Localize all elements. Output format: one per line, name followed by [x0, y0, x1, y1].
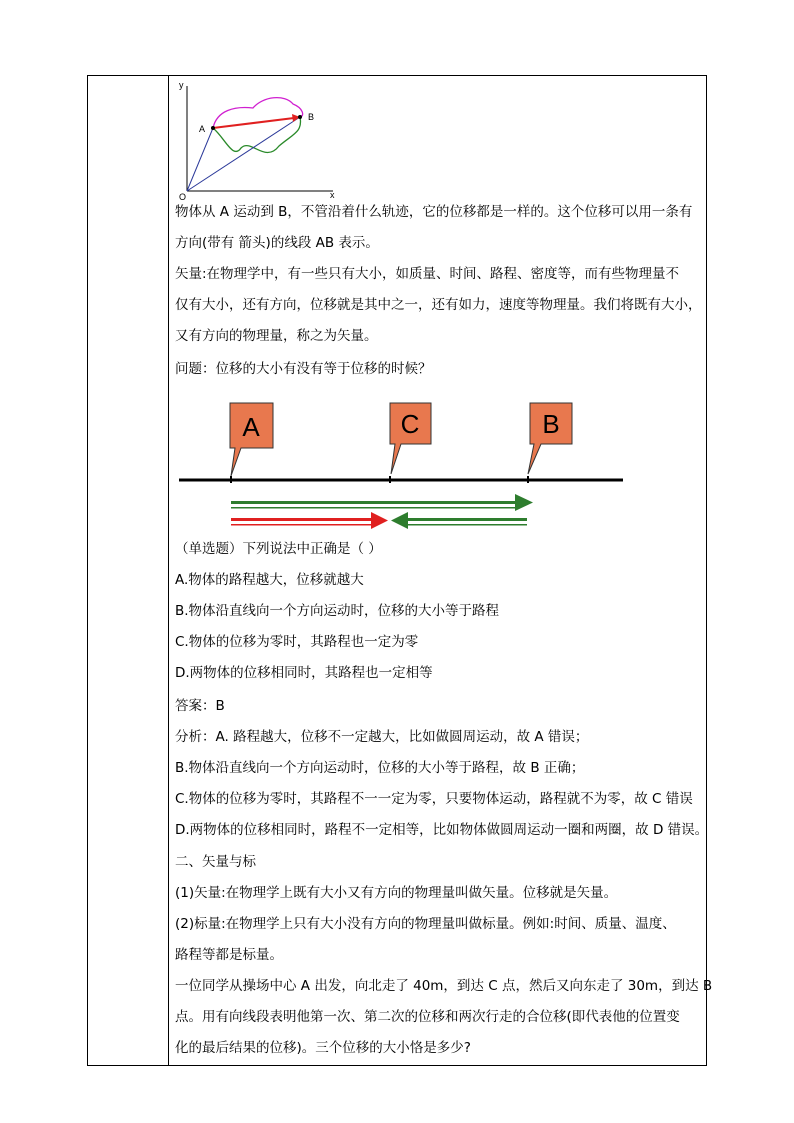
displacement-arrow-red-head [371, 512, 388, 529]
path-arrow-green-upper [231, 501, 519, 504]
displacement-arrow-red-shadow [231, 524, 371, 526]
x-axis-label: x [330, 190, 335, 200]
path-vs-displacement-diagram [175, 396, 635, 531]
analysis-line: D.两物体的位移相同时，路程不一定相等，比如物体做圆周运动一圈和两圈，故 D 错误。 [175, 822, 709, 838]
return-arrow-green [407, 518, 527, 521]
question-prompt: 问题：位移的大小有没有等于位移的时候？ [175, 361, 432, 377]
callout-a-label: A [242, 412, 260, 442]
return-arrow-green-head [391, 512, 408, 529]
origin-label: O [179, 192, 187, 201]
displacement-arrow-red [231, 518, 371, 521]
column-divider [168, 76, 169, 1065]
paragraph-line: 方向(带有 箭头)的线段 AB 表示。 [175, 235, 379, 251]
paragraph-line: 仅有大小，还有方向，位移就是其中之一，还有如力，速度等物理量。我们将既有大小， [175, 297, 702, 313]
section-heading: 二、矢量与标 [175, 854, 256, 870]
lesson-table [87, 75, 713, 1066]
point-a-label: A [199, 124, 206, 134]
section-line: 一位同学从操场中心 A 出发，向北走了 40m，到达 C 点，然后又向东走了 30m，到达 B [175, 978, 713, 994]
analysis-line: 分析：A. 路程越大，位移不一定越大，比如做圆周运动，故 A 错误； [175, 729, 589, 745]
analysis-line: B.物体沿直线向一个方向运动时，位移的大小等于路程，故 B 正确； [175, 760, 585, 776]
vector-oa [187, 128, 213, 191]
section-line: 路程等都是标量。 [175, 947, 283, 963]
vector-ab [213, 118, 294, 128]
displacement-diagram [175, 76, 345, 201]
answer: 答案：B [175, 698, 225, 714]
section-line: 化的最后结果的位移)。三个位移的大小恪是多少? [175, 1040, 471, 1056]
y-axis-label: y [179, 80, 184, 90]
option-a: A.物体的路程越大，位移就越大 [175, 572, 364, 588]
path-arrow-green-upper-shadow [231, 507, 519, 509]
section-line: (2)标量:在物理学上只有大小没有方向的物理量叫做标量。例如:时间、质量、温度、 [175, 916, 676, 932]
callout-b-label: B [542, 409, 560, 439]
paragraph-line: 矢量:在物理学中，有一些只有大小，如质量、时间、路程、密度等，而有些物理量不 [175, 266, 680, 282]
callout-c-label: C [400, 409, 420, 439]
analysis-line: C.物体的位移为零时，其路程不一一定为零，只要物体运动，路程就不为零，故 C 错误 [175, 791, 693, 807]
point-b-label: B [308, 112, 315, 122]
option-b: B.物体沿直线向一个方向运动时，位移的大小等于路程 [175, 603, 500, 619]
question-stem: （单选题）下列说法中正确是（ ） [175, 541, 382, 557]
point-a [211, 126, 215, 130]
paragraph-line: 物体从 A 运动到 B，不管沿着什么轨迹，它的位移都是一样的。这个位移可以用一条有 [175, 204, 693, 220]
section-line: (1)矢量:在物理学上既有大小又有方向的物理量叫做矢量。位移就是矢量。 [175, 885, 618, 901]
option-d: D.两物体的位移相同时，其路程也一定相等 [175, 665, 433, 681]
point-b [298, 115, 302, 119]
paragraph-line: 又有方向的物理量，称之为矢量。 [175, 328, 378, 344]
section-line: 点。用有向线段表明他第一次、第二次的位移和两次行走的合位移(即代表他的位置变 [175, 1009, 680, 1025]
option-c: C.物体的位移为零时，其路程也一定为零 [175, 634, 419, 650]
return-arrow-green-shadow [407, 524, 527, 526]
